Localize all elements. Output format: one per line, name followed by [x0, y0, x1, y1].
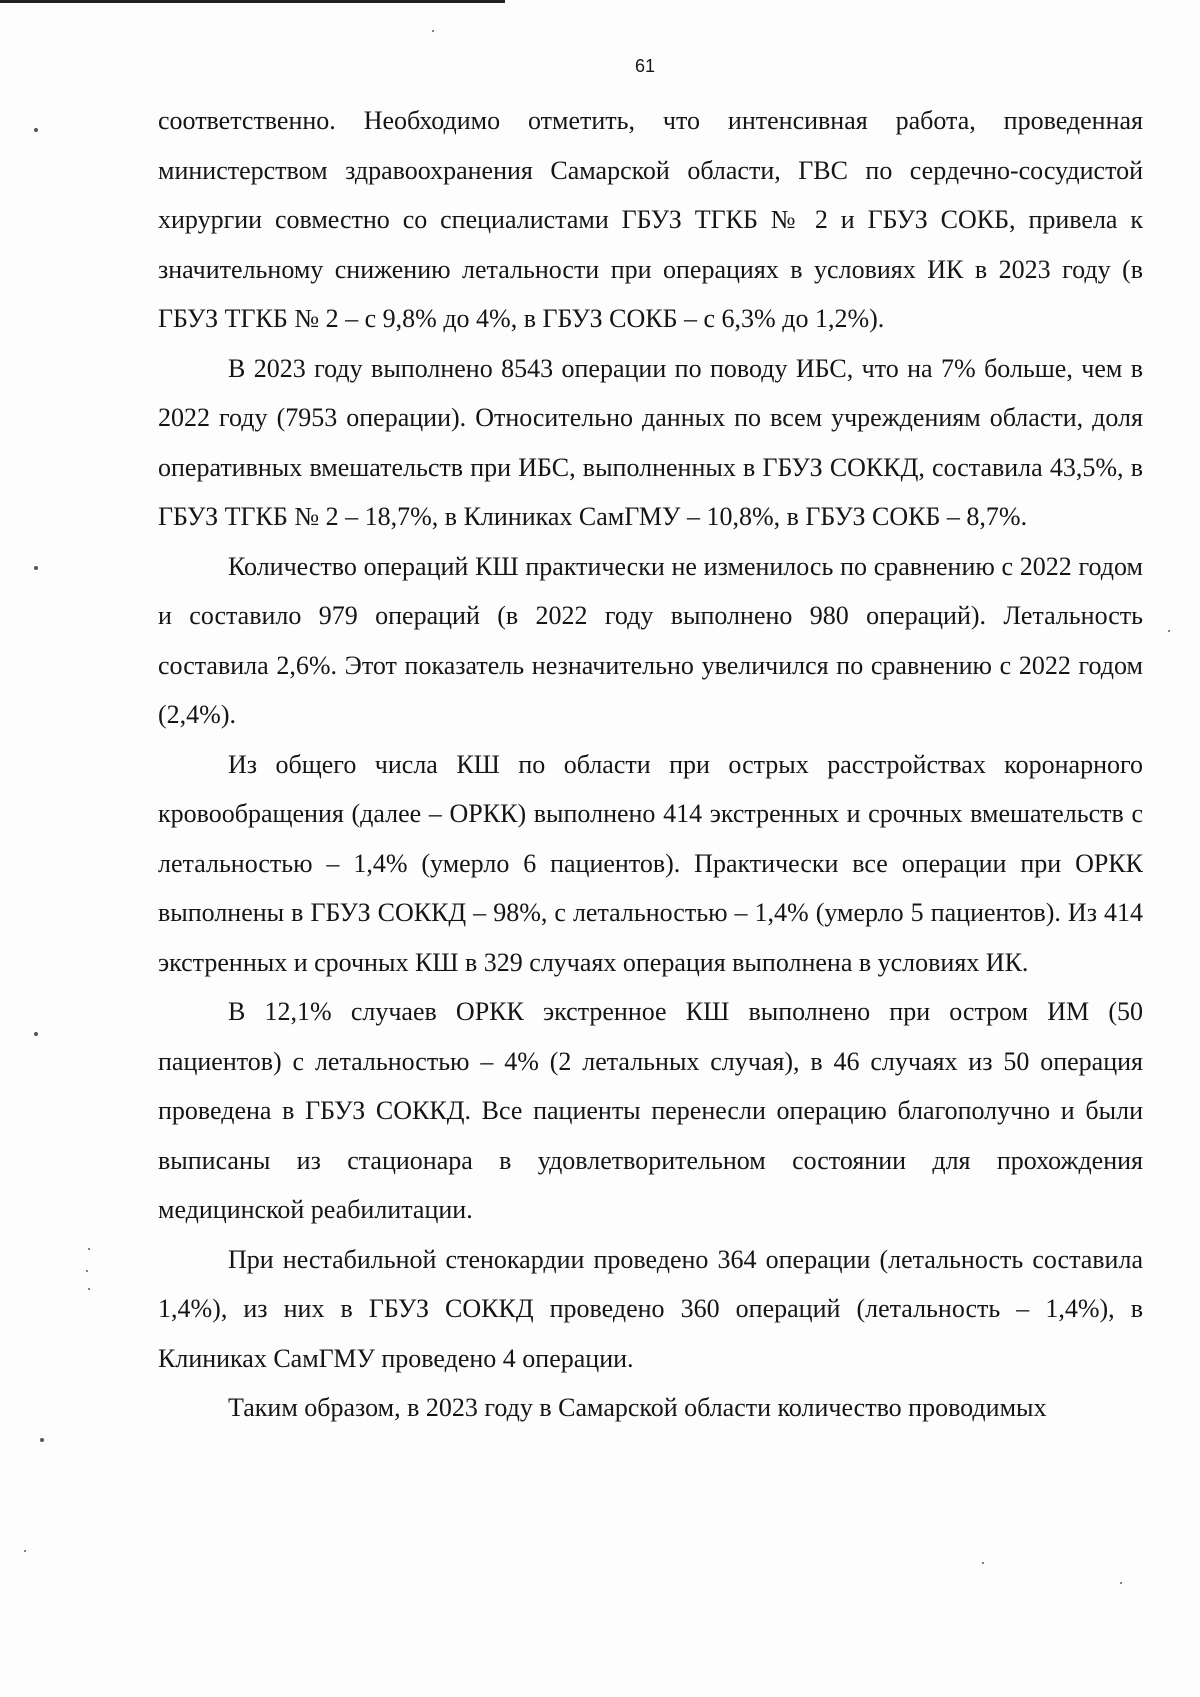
scan-speck [34, 566, 38, 570]
top-edge-line [0, 0, 505, 3]
scan-speck [982, 1562, 984, 1564]
scan-speck [88, 1248, 90, 1250]
scan-speck [24, 1550, 26, 1552]
paragraph-5: В 12,1% случаев ОРКК экстренное КШ выполнено при остром ИМ (50 пациентов) с летальностью – 4% (2 летальных случая), в 46 случаях из 50 операция проведена в ГБУЗ СОККД. Все пациенты перенесли операцию благополучно и были выписаны из стационара в удовлетворительном состоянии для прохождения медицинской реабилитации. [158, 997, 1143, 1224]
paragraph-7: Таким образом, в 2023 году в Самарской области количество проводимых [228, 1393, 1047, 1422]
page-number: 61 [634, 56, 656, 76]
scan-speck [40, 1438, 44, 1442]
scan-speck [34, 1032, 38, 1036]
paragraph-6: При нестабильной стенокардии проведено 364 операции (летальность составила 1,4%), из них в ГБУЗ СОККД проведено 360 операций (летальность – 1,4%), в Клиниках СамГМУ проведено 4 операции. [158, 1244, 1143, 1373]
paragraph-4: Из общего числа КШ по области при острых расстройствах коронарного кровообращения (далее – ОРКК) выполнено 414 экстренных и срочных вмешательств с летальностью – 1,4% (умерло 6 пациентов). Практически все операции при ОРКК выполнены в ГБУЗ СОККД – 98%, с летальностью – 1,4% (умерло 5 пациентов). Из 414 экстренных и срочных КШ в 329 случаях операция выполнена в условиях ИК. [158, 749, 1143, 977]
scan-speck [88, 1288, 90, 1290]
scan-speck [432, 30, 434, 32]
paragraph-3: Количество операций КШ практически не изменилось по сравнению с 2022 годом и составило 979 операций (в 2022 году выполнено 980 операций). Летальность составила 2,6%. Этот показатель незначительно увеличился по сравнению с 2022 годом (2,4%). [158, 551, 1143, 729]
paragraph-1: соответственно. Необходимо отметить, что интенсивная работа, проведенная министерством здравоохранения Самарской области, ГВС по сердечно-сосудистой хирургии совместно со специалистами ГБУЗ ТГКБ № 2 и ГБУЗ СОКБ, привела к значительному снижению летальности при операциях в условиях ИК в 2023 году (в ГБУЗ ТГКБ № 2 – с 9,8% до 4%, в ГБУЗ СОКБ – с 6,3% до 1,2%). [158, 106, 1143, 333]
scan-speck [1120, 1582, 1122, 1584]
paragraph-2: В 2023 году выполнено 8543 операции по поводу ИБС, что на 7% больше, чем в 2022 году (7953 операции). Относительно данных по всем учреждениям области, доля оперативных вмешательств при ИБС, выполненных в ГБУЗ СОККД, составила 43,5%, в ГБУЗ ТГКБ № 2 – 18,7%, в Клиниках СамГМУ – 10,8%, в ГБУЗ СОКБ – 8,7%. [158, 353, 1143, 531]
scan-speck [86, 1270, 88, 1272]
document-body [158, 96, 1143, 1433]
scan-speck [1168, 630, 1170, 632]
scan-speck [34, 128, 38, 132]
